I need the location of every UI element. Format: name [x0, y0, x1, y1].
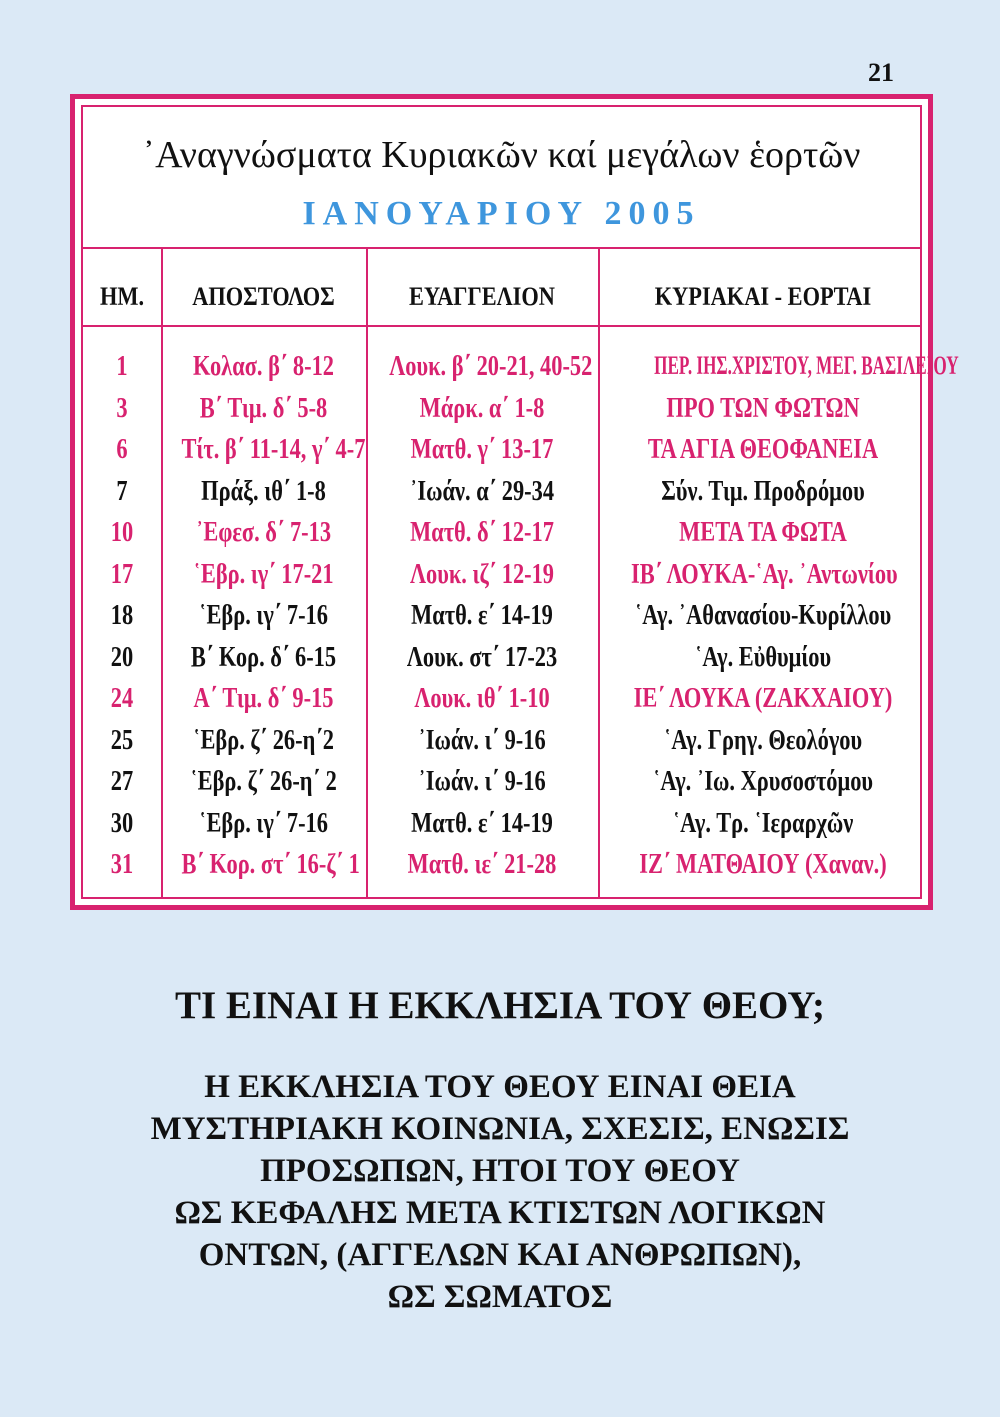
cell-day: 31: [110, 849, 134, 880]
article-line: ΠΡΟΣΩΠΩΝ, ΗΤΟΙ ΤΟΥ ΘΕΟΥ: [260, 1153, 740, 1189]
cell-apostle: Β΄ Τιμ. δ΄ 5-8: [199, 392, 328, 424]
table-row: [83, 642, 920, 683]
cell-gospel: Λουκ. ιζ΄ 12-19: [409, 558, 555, 590]
cell-day: 30: [110, 807, 134, 839]
article-line: ΩΣ ΣΩΜΑΤΟΣ: [387, 1279, 613, 1315]
column-header-apostle: ΑΠΟΣΤΟΛΟΣ: [192, 282, 335, 311]
table-row: [83, 683, 920, 724]
cell-gospel: Ματθ. ιε΄ 21-28: [407, 849, 557, 880]
cell-feast: ῾Αγ. ᾿Ιω. Χρυσοστόμου: [652, 766, 874, 797]
cell-gospel: Λουκ. στ΄ 17-23: [406, 641, 558, 673]
cell-day: 10: [110, 517, 134, 548]
cell-feast: ΙΒ΄ ΛΟΥΚΑ-῾Αγ. ᾿Αντωνίου: [631, 558, 898, 590]
article-line: ΟΝΤΩΝ, (ΑΓΓΕΛΩΝ ΚΑΙ ΑΝΘΡΩΠΩΝ),: [198, 1237, 802, 1273]
cell-gospel: Ματθ. δ΄ 12-17: [410, 517, 554, 548]
cell-feast: ΤΑ ΑΓΙΑ ΘΕΟΦΑΝΕΙΑ: [647, 434, 879, 465]
calendar-title: ᾿Αναγνώσματα Κυριακῶν καί μεγάλων ἑορτῶν: [142, 134, 861, 176]
table-row: [83, 476, 920, 517]
cell-gospel: Ματθ. ε΄ 14-19: [411, 807, 553, 839]
cell-feast: ΜΕΤΑ ΤΑ ΦΩΤΑ: [679, 517, 847, 548]
cell-feast: ΙΕ΄ ΛΟΥΚΑ (ΖΑΚΧΑΙΟΥ): [633, 683, 893, 714]
cell-gospel: Ματθ. ε΄ 14-19: [411, 600, 553, 631]
table-row: [83, 766, 920, 807]
cell-apostle: Β΄ Κορ. στ΄ 16-ζ΄ 1: [181, 849, 360, 880]
cell-gospel: Λουκ. ιθ΄ 1-10: [414, 683, 550, 714]
article-body: [60, 1066, 940, 1318]
calendar-month: ΙΑΝΟΥΑΡΙΟΥ 2005: [302, 195, 701, 232]
cell-apostle: ῾Εβρ. ιγ΄ 7-16: [199, 807, 328, 839]
cell-day: 17: [110, 558, 134, 590]
table-row: [83, 849, 920, 890]
cell-day: 25: [110, 724, 134, 756]
column-header-day: ΗΜ.: [99, 282, 145, 311]
cell-day: 20: [110, 641, 134, 673]
cell-feast: ΠΕΡ. ΙΗΣ.ΧΡΙΣΤΟΥ, ΜΕΓ. ΒΑΣΙΛΕΙΟΥ: [654, 351, 959, 380]
cell-apostle: Κολασ. β΄ 8-12: [192, 351, 334, 382]
column-header-gospel: ΕΥΑΓΓΕΛΙΟΝ: [409, 282, 555, 311]
column-header-feasts: ΚΥΡΙΑΚΑΙ - ΕΟΡΤΑΙ: [654, 282, 872, 311]
cell-gospel: Μάρκ. α΄ 1-8: [419, 392, 545, 424]
table-row: [83, 351, 959, 392]
cell-apostle: Τίτ. β΄ 11-14, γ΄ 4-7: [181, 434, 366, 465]
cell-gospel: ᾿Ιωάν. ι΄ 9-16: [418, 766, 546, 797]
cell-feast: ΙΖ΄ ΜΑΤΘΑΙΟΥ (Χαναν.): [639, 849, 887, 880]
cell-apostle: ῾Εβρ. ζ΄ 26-η΄2: [193, 724, 334, 756]
cell-feast: ῾Αγ. Εὐθυμίου: [694, 641, 832, 673]
cell-feast: ῾Αγ. Γρηγ. Θεολόγου: [663, 724, 863, 756]
table-row: [83, 808, 920, 849]
article-heading: ΤΙ ΕΙΝΑΙ Η ΕΚΚΛΗΣΙΑ ΤΟΥ ΘΕΟΥ;: [174, 984, 825, 1027]
cell-gospel: ᾿Ιωάν. α΄ 29-34: [409, 475, 555, 507]
page-number: 21: [868, 58, 894, 87]
table-row: [83, 559, 920, 600]
cell-day: 7: [116, 475, 128, 507]
table-row: [83, 434, 920, 475]
table-row: [83, 393, 920, 434]
calendar-header: [83, 107, 920, 249]
cell-apostle: ῾Εβρ. ζ΄ 26-η΄ 2: [190, 766, 337, 797]
cell-apostle: Α΄ Τιμ. δ΄ 9-15: [193, 683, 334, 714]
cell-day: 6: [116, 434, 128, 465]
cell-apostle: ῾Εβρ. ιγ΄ 17-21: [193, 558, 334, 590]
cell-day: 3: [116, 392, 128, 424]
cell-day: 1: [116, 351, 128, 382]
article-line: ΩΣ ΚΕΦΑΛΗΣ ΜΕΤΑ ΚΤΙΣΤΩΝ ΛΟΓΙΚΩΝ: [174, 1195, 826, 1231]
article-line: ΜΥΣΤΗΡΙΑΚΗ ΚΟΙΝΩΝΙΑ, ΣΧΕΣΙΣ, ΕΝΩΣΙΣ: [150, 1111, 850, 1147]
cell-day: 24: [110, 683, 134, 714]
cell-apostle: Πράξ. ιθ΄ 1-8: [201, 475, 326, 507]
cell-gospel: ᾿Ιωάν. ι΄ 9-16: [418, 724, 546, 756]
cell-gospel: Λουκ. β΄ 20-21, 40-52: [389, 351, 593, 382]
table-row: [83, 600, 920, 641]
cell-feast: ῾Αγ. Τρ. ῾Ιεραρχῶν: [672, 807, 854, 839]
calendar-inner-border: [81, 105, 959, 899]
header-row-divider: [83, 325, 920, 327]
cell-apostle: ᾿Εφεσ. δ΄ 7-13: [195, 517, 332, 548]
article-line: Η ΕΚΚΛΗΣΙΑ ΤΟΥ ΘΕΟΥ ΕΙΝΑΙ ΘΕΙΑ: [204, 1069, 796, 1105]
readings-calendar: [70, 94, 959, 910]
cell-feast: ΠΡΟ ΤΩΝ ΦΩΤΩΝ: [666, 392, 860, 424]
cell-feast: Σύν. Τιμ. Προδρόμου: [661, 475, 865, 507]
cell-apostle: ῾Εβρ. ιγ΄ 7-16: [199, 600, 328, 631]
table-row: [83, 725, 920, 766]
cell-apostle: Β΄ Κορ. δ΄ 6-15: [190, 641, 337, 673]
cell-feast: ῾Αγ. ᾿Αθανασίου-Κυρίλλου: [634, 600, 892, 631]
cell-day: 27: [110, 766, 134, 797]
table-row: [83, 517, 920, 558]
cell-gospel: Ματθ. γ΄ 13-17: [410, 434, 554, 465]
cell-day: 18: [110, 600, 134, 631]
